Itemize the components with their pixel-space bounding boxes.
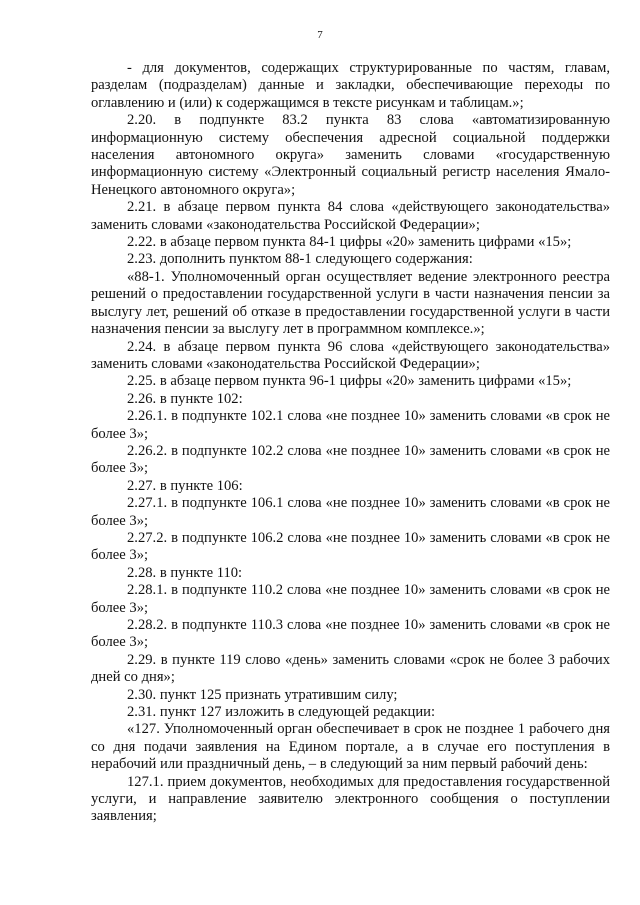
page-number: 7 [317,29,323,41]
paragraph-2-27-2: 2.27.2. в подпункте 106.2 слова «не позднее 10» заменить словами «в срок не более 3»; [91,529,610,564]
paragraph-2-26: 2.26. в пункте 102: [127,390,243,407]
paragraph-2-25: 2.25. в абзаце первом пункта 96-1 цифры «20» заменить цифрами «15»; [127,373,572,390]
paragraph-88-1-quote: «88-1. Уполномоченный орган осуществляет ведение электронного реестра решений о предоставлении государственной услуги в части назначения пенсии за выслугу лет, решений об отказе в предоставлении государственной услуги в части назначения пенсии за выслугу лет в программном комплексе.»; [91,268,610,338]
paragraph-2-28: 2.28. в пункте 110: [127,564,243,581]
paragraph-2-26-2: 2.26.2. в подпункте 102.2 слова «не позднее 10» заменить словами «в срок не более 3»; [91,442,610,477]
paragraph-2-30: 2.30. пункт 125 признать утратившим силу; [127,686,398,703]
document-body [91,60,610,826]
paragraph-2-29: 2.29. в пункте 119 слово «день» заменить словами «срок не более 3 рабочих дней со дня»; [91,651,610,686]
paragraph-2-27-1: 2.27.1. в подпункте 106.1 слова «не позднее 10» заменить словами «в срок не более 3»; [91,495,610,529]
paragraph-2-21: 2.21. в абзаце первом пункта 84 слова «действующего законодательства» заменить словами «законодательства Российской Федерации»; [91,199,610,233]
paragraph-2-22: 2.22. в абзаце первом пункта 84-1 цифры «20» заменить цифрами «15»; [127,234,572,251]
paragraph-2-26-1: 2.26.1. в подпункте 102.1 слова «не позднее 10» заменить словами «в срок не более 3»; [91,408,610,442]
paragraph-2-27: 2.27. в пункте 106: [127,477,243,494]
paragraph-list-item-continuation: - для документов, содержащих структурированные по частям, главам, разделам (подразделам) данные и закладки, обеспечивающие переходы по оглавлению и (или) к содержащимся в тексте рисункам и таблицам.»; [91,60,610,111]
paragraph-2-23: 2.23. дополнить пунктом 88-1 следующего содержания: [127,251,473,268]
paragraph-2-20: 2.20. в подпункте 83.2 пункта 83 слова «автоматизированную информационную систему обеспечения адресной социальной поддержки населения автономного округа» заменить словами «государственную информационную систему «Электронный социальный регистр населения Ямало-Ненецкого автономного округа»; [91,112,610,198]
paragraph-127-quote: «127. Уполномоченный орган обеспечивает в срок не позднее 1 рабочего дня со дня подачи заявления на Едином портале, а в случае его поступления в нерабочий или праздничный день, – в следующий за ним первый рабочий день: [91,721,610,773]
paragraph-2-24: 2.24. в абзаце первом пункта 96 слова «действующего законодательства» заменить словами «законодательства Российской Федерации»; [91,338,610,372]
paragraph-2-28-2: 2.28.2. в подпункте 110.3 слова «не позднее 10» заменить словами «в срок не более 3»; [91,617,610,651]
paragraph-2-31: 2.31. пункт 127 изложить в следующей редакции: [127,704,436,721]
paragraph-2-28-1: 2.28.1. в подпункте 110.2 слова «не позднее 10» заменить словами «в срок не более 3»; [91,582,610,616]
paragraph-127-1: 127.1. прием документов, необходимых для предоставления государственной услуги, и направление заявителю электронного сообщения о поступлении заявления; [91,773,610,825]
